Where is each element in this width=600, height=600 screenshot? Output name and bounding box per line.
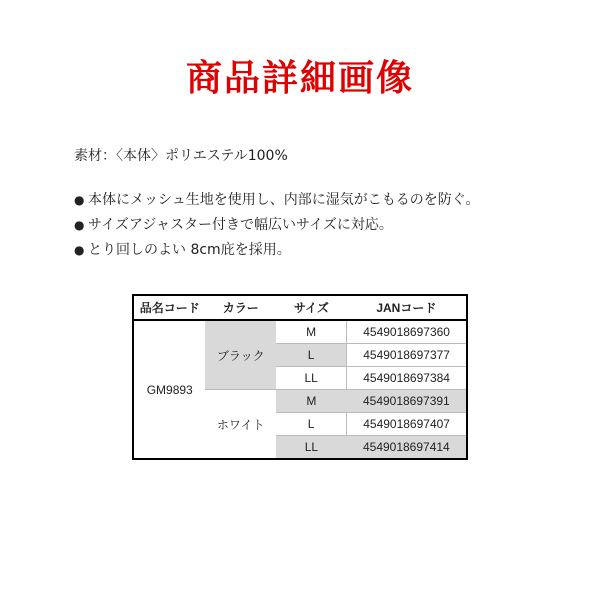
feature-item bbox=[74, 188, 479, 213]
jan-cell: 4549018697360 bbox=[347, 320, 467, 344]
feature-list bbox=[74, 188, 479, 263]
table-row bbox=[133, 320, 467, 344]
size-cell: LL bbox=[276, 367, 347, 390]
size-cell: L bbox=[276, 413, 347, 436]
feature-text: 本体にメッシュ生地を使用し、内部に湿気がこもるのを防ぐ。 bbox=[88, 192, 480, 208]
table-header-row bbox=[133, 295, 467, 320]
header-jan-code: JANコード bbox=[347, 295, 467, 320]
header-color: カラー bbox=[205, 295, 276, 320]
feature-item bbox=[74, 238, 479, 263]
size-cell: LL bbox=[276, 436, 347, 460]
size-cell: L bbox=[276, 344, 347, 367]
jan-cell: 4549018697414 bbox=[347, 436, 467, 460]
size-cell: M bbox=[276, 320, 347, 344]
color-cell-black: ブラック bbox=[205, 320, 276, 390]
page-title: 商品詳細画像 bbox=[185, 58, 414, 99]
feature-text: とり回しのよい 8cm庇を採用。 bbox=[88, 242, 291, 258]
jan-cell: 4549018697384 bbox=[347, 367, 467, 390]
header-product-code: 品名コード bbox=[133, 295, 205, 320]
feature-item bbox=[74, 213, 479, 238]
color-cell-white: ホワイト bbox=[205, 390, 276, 460]
bullet-icon: ● bbox=[74, 243, 85, 257]
spec-table bbox=[132, 294, 468, 460]
feature-text: サイズアジャスター付きで幅広いサイズに対応。 bbox=[88, 217, 393, 233]
header-size: サイズ bbox=[276, 295, 347, 320]
bullet-icon: ● bbox=[74, 218, 85, 232]
product-code-cell: GM9893 bbox=[133, 320, 205, 459]
jan-cell: 4549018697407 bbox=[347, 413, 467, 436]
jan-cell: 4549018697377 bbox=[347, 344, 467, 367]
size-cell: M bbox=[276, 390, 347, 413]
material-text: 素材：〈本体〉ポリエステル100% bbox=[74, 148, 288, 164]
bullet-icon: ● bbox=[74, 193, 85, 207]
jan-cell: 4549018697391 bbox=[347, 390, 467, 413]
